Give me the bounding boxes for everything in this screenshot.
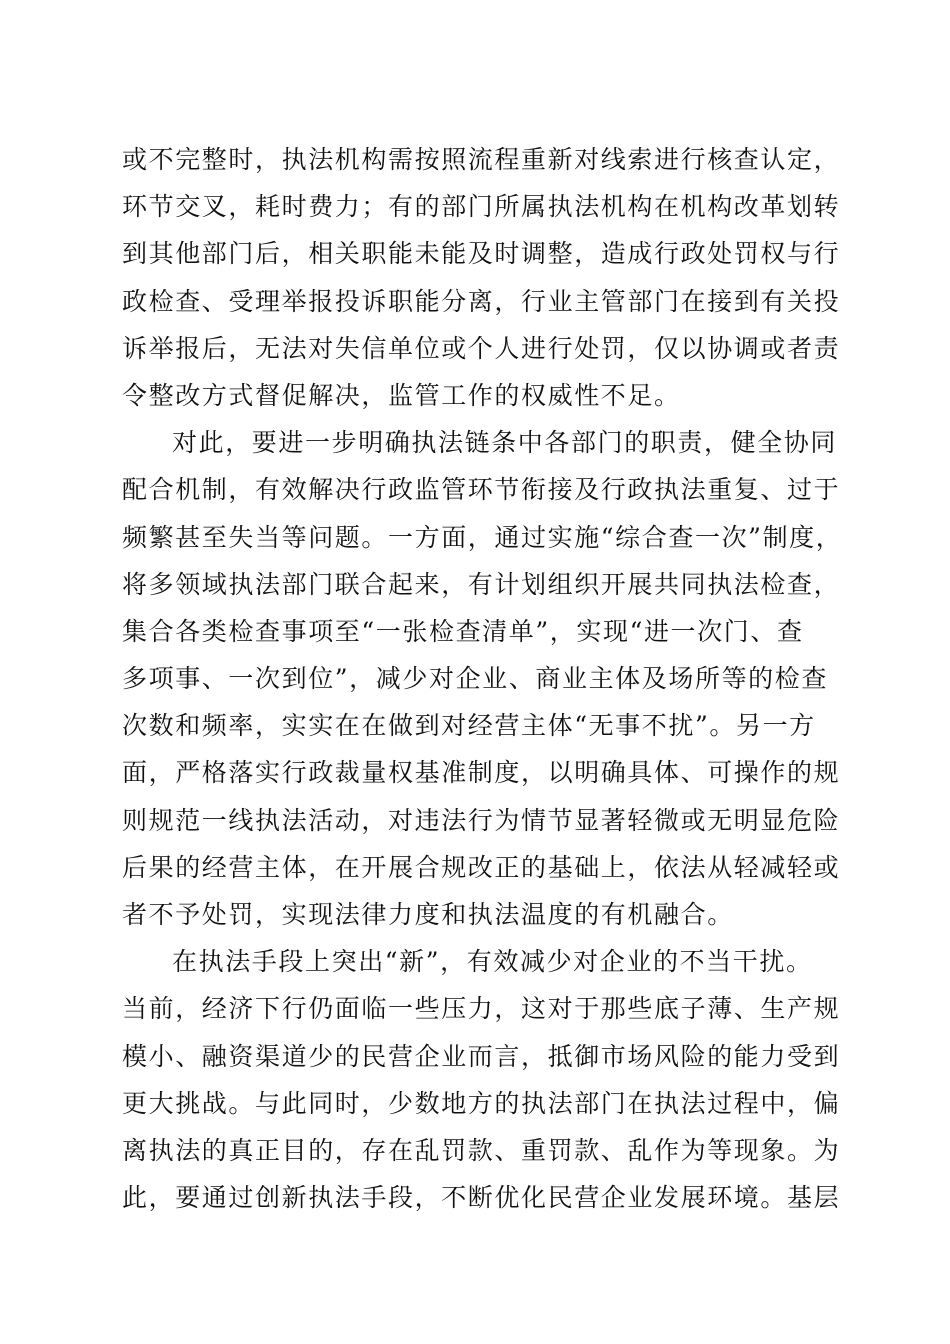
text-line-1: 或不完整时，执法机构需按照流程重新对线索进行核查认定， (122, 145, 841, 174)
text-line-18: 在执法手段上突出“新”，有效减少对企业的不当干扰。 (172, 947, 813, 977)
text-line-15: 则规范一线执法活动，对违法行为情节显著轻微或无明显危险 (122, 805, 841, 835)
text-line-5: 诉举报后，无法对失信单位或个人进行处罚，仅以协调或者责 (122, 333, 841, 363)
text-line-14: 面，严格落实行政裁量权基准制度，以明确具体、可操作的规 (122, 758, 841, 788)
text-line-16: 后果的经营主体，在开展合规改正的基础上，依法从轻减轻或 (122, 852, 841, 882)
document-body (122, 136, 842, 1221)
text-line-12: 多项事、一次到位”，减少对企业、商业主体及场所等的检查 (122, 664, 828, 694)
text-line-11: 集合各类检查事项至“一张检查清单”，实现“进一次门、查 (122, 616, 804, 646)
text-line-17: 者不予处罚，实现法律力度和执法温度的有机融合。 (122, 900, 734, 929)
text-line-20: 模小、融资渠道少的民营企业而言，抵御市场风险的能力受到 (122, 1041, 841, 1071)
text-line-9: 频繁甚至失当等问题。一方面，通过实施“综合查一次”制度， (122, 522, 843, 552)
text-line-23: 此，要通过创新执法手段，不断优化民营企业发展环境。基层 (122, 1183, 841, 1213)
text-line-21: 更大挑战。与此同时，少数地方的执法部门在执法过程中，偏 (122, 1088, 841, 1118)
text-line-8: 配合机制，有效解决行政监管环节衔接及行政执法重复、过于 (122, 475, 841, 505)
text-line-3: 到其他部门后，相关职能未能及时调整，造成行政处罚权与行 (122, 239, 841, 269)
text-line-13: 次数和频率，实实在在做到对经营主体“无事不扰”。另一方 (122, 711, 816, 741)
text-line-10: 将多领域执法部门联合起来，有计划组织开展共同执法检查， (122, 569, 841, 599)
text-line-19: 当前，经济下行仍面临一些压力，这对于那些底子薄、生产规 (122, 994, 841, 1024)
text-line-4: 政检查、受理举报投诉职能分离，行业主管部门在接到有关投 (122, 286, 841, 316)
text-line-22: 离执法的真正目的，存在乱罚款、重罚款、乱作为等现象。为 (122, 1135, 841, 1165)
text-line-2: 环节交叉，耗时费力；有的部门所属执法机构在机构改革划转 (122, 192, 841, 222)
text-line-7: 对此，要进一步明确执法链条中各部门的职责，健全协同 (172, 428, 838, 458)
text-line-6: 令整改方式督促解决，监管工作的权威性不足。 (122, 380, 681, 410)
